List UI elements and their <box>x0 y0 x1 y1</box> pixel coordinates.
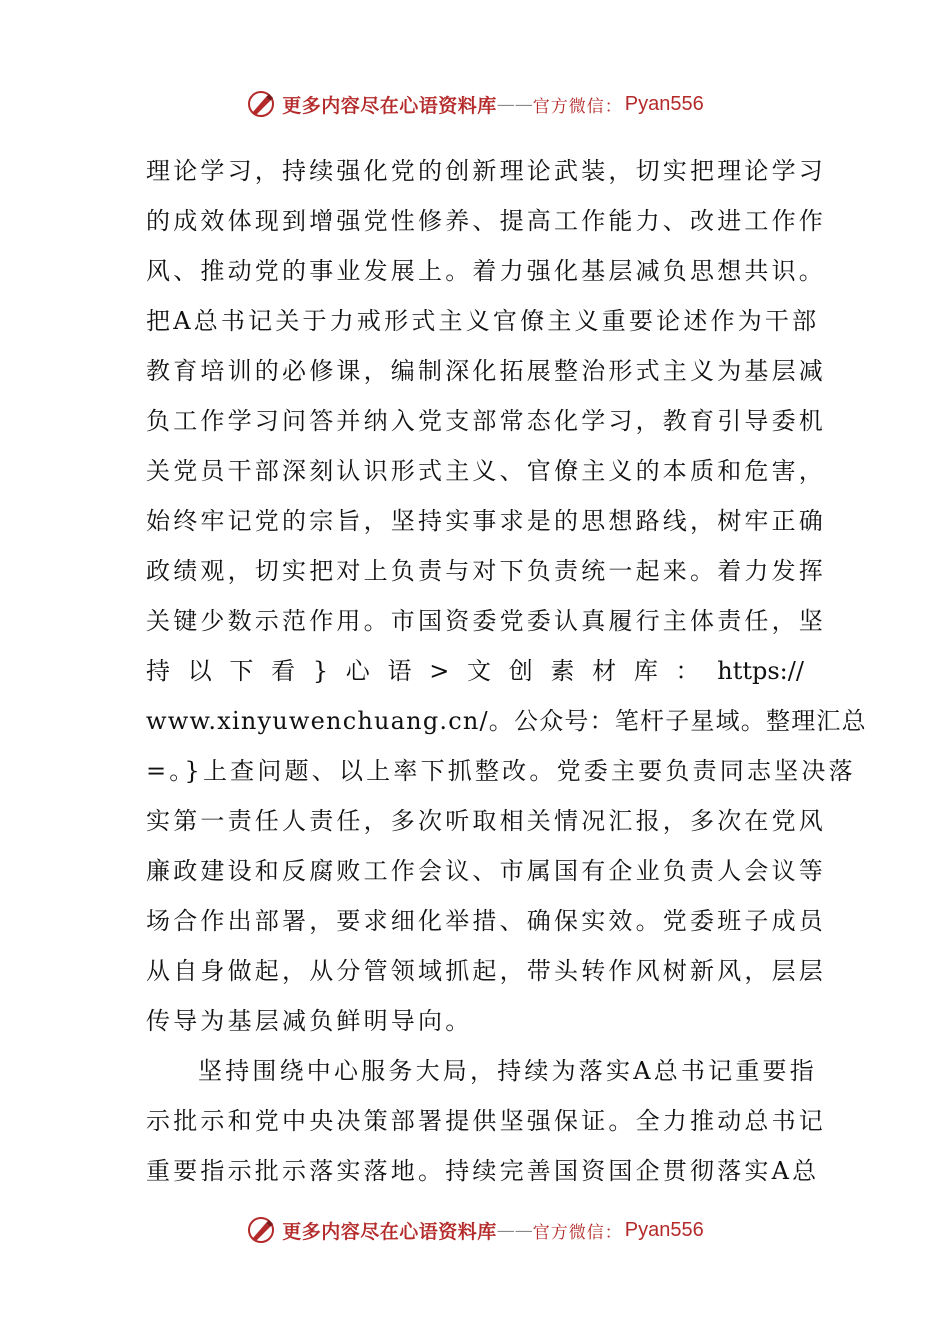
document-body <box>146 146 867 1196</box>
text-line: 示批示和党中央决策部署提供坚强保证。全力推动总书记 <box>146 1107 826 1135</box>
paragraph-start-line: 坚持围绕中心服务大局，持续为落实A总书记重要指 <box>198 1057 817 1085</box>
text-line: 政绩观，切实把对上负责与对下负责统一起来。着力发挥 <box>146 557 826 585</box>
text-line: 重要指示批示落实落地。持续完善国资国企贯彻落实A总 <box>146 1157 820 1185</box>
text-line: 实第一责任人责任，多次听取相关情况汇报，多次在党风 <box>146 807 826 835</box>
spaced-char: } <box>312 657 329 685</box>
banner-wechat-label: 官方微信： <box>532 96 623 117</box>
pen-logo-icon <box>246 89 276 119</box>
spaced-char: 下 <box>229 657 254 685</box>
spaced-char: 创 <box>508 657 533 685</box>
spaced-char: 语 <box>387 657 412 685</box>
spaced-char: 看 <box>271 657 296 685</box>
text-line: 风、推动党的事业发展上。着力强化基层减负思想共识。 <box>146 257 826 285</box>
text-line: 的成效体现到增强党性修养、提高工作能力、改进工作作 <box>146 207 826 235</box>
banner-wechat-id: Pyan556 <box>624 92 704 115</box>
spaced-char: 以 <box>187 657 212 685</box>
text-line: 从自身做起，从分管领域抓起，带头转作风树新风，层层 <box>146 957 826 985</box>
text-line: 场合作出部署，要求细化举措、确保实效。党委班子成员 <box>146 907 826 935</box>
spaced-char: 文 <box>467 657 492 685</box>
spaced-char: 库 <box>633 657 658 685</box>
spaced-char: > <box>429 657 450 685</box>
banner-library-text: 更多内容尽在心语资料库 <box>282 1220 497 1243</box>
text-line: 传导为基层减负鲜明导向。 <box>146 1007 473 1035</box>
pen-logo-icon <box>246 1215 276 1245</box>
spaced-watermark-line <box>146 646 804 696</box>
spaced-char: ： <box>675 657 700 685</box>
banner-wechat-id: Pyan556 <box>624 1218 704 1241</box>
header-banner <box>0 84 950 124</box>
text-line: 把A总书记关于力戒形式主义官僚主义重要论述作为干部 <box>146 307 820 335</box>
text-line: 负工作学习问答并纳入党支部常态化学习，教育引导委机 <box>146 407 826 435</box>
spaced-char: 材 <box>592 657 617 685</box>
banner-dash: —— <box>496 93 533 115</box>
text-line: =。}上查问题、以上率下抓整改。党委主要负责同志坚决落 <box>146 757 856 785</box>
footer-banner <box>0 1210 950 1250</box>
banner-library-text: 更多内容尽在心语资料库 <box>282 94 497 117</box>
banner-dash: —— <box>496 1219 533 1241</box>
spaced-url: https:// <box>717 657 804 685</box>
spaced-char: 持 <box>146 657 170 685</box>
banner-wechat-label: 官方微信： <box>532 1222 623 1243</box>
text-line: 关党员干部深刻认识形式主义、官僚主义的本质和危害， <box>146 457 826 485</box>
text-line: 关键少数示范作用。市国资委党委认真履行主体责任，坚 <box>146 607 826 635</box>
text-line: 始终牢记党的宗旨，坚持实事求是的思想路线，树牢正确 <box>146 507 826 535</box>
text-line: 教育培训的必修课，编制深化拓展整治形式主义为基层减 <box>146 357 826 385</box>
text-line: 廉政建设和反腐败工作会议、市属国有企业负责人会议等 <box>146 857 826 885</box>
spaced-char: 心 <box>345 657 370 685</box>
text-line: www.xinyuwenchuang.cn/。公众号：笔杆子星域。整理汇总 <box>146 707 867 735</box>
spaced-char: 素 <box>550 657 575 685</box>
text-line: 理论学习，持续强化党的创新理论武装，切实把理论学习 <box>146 157 826 185</box>
